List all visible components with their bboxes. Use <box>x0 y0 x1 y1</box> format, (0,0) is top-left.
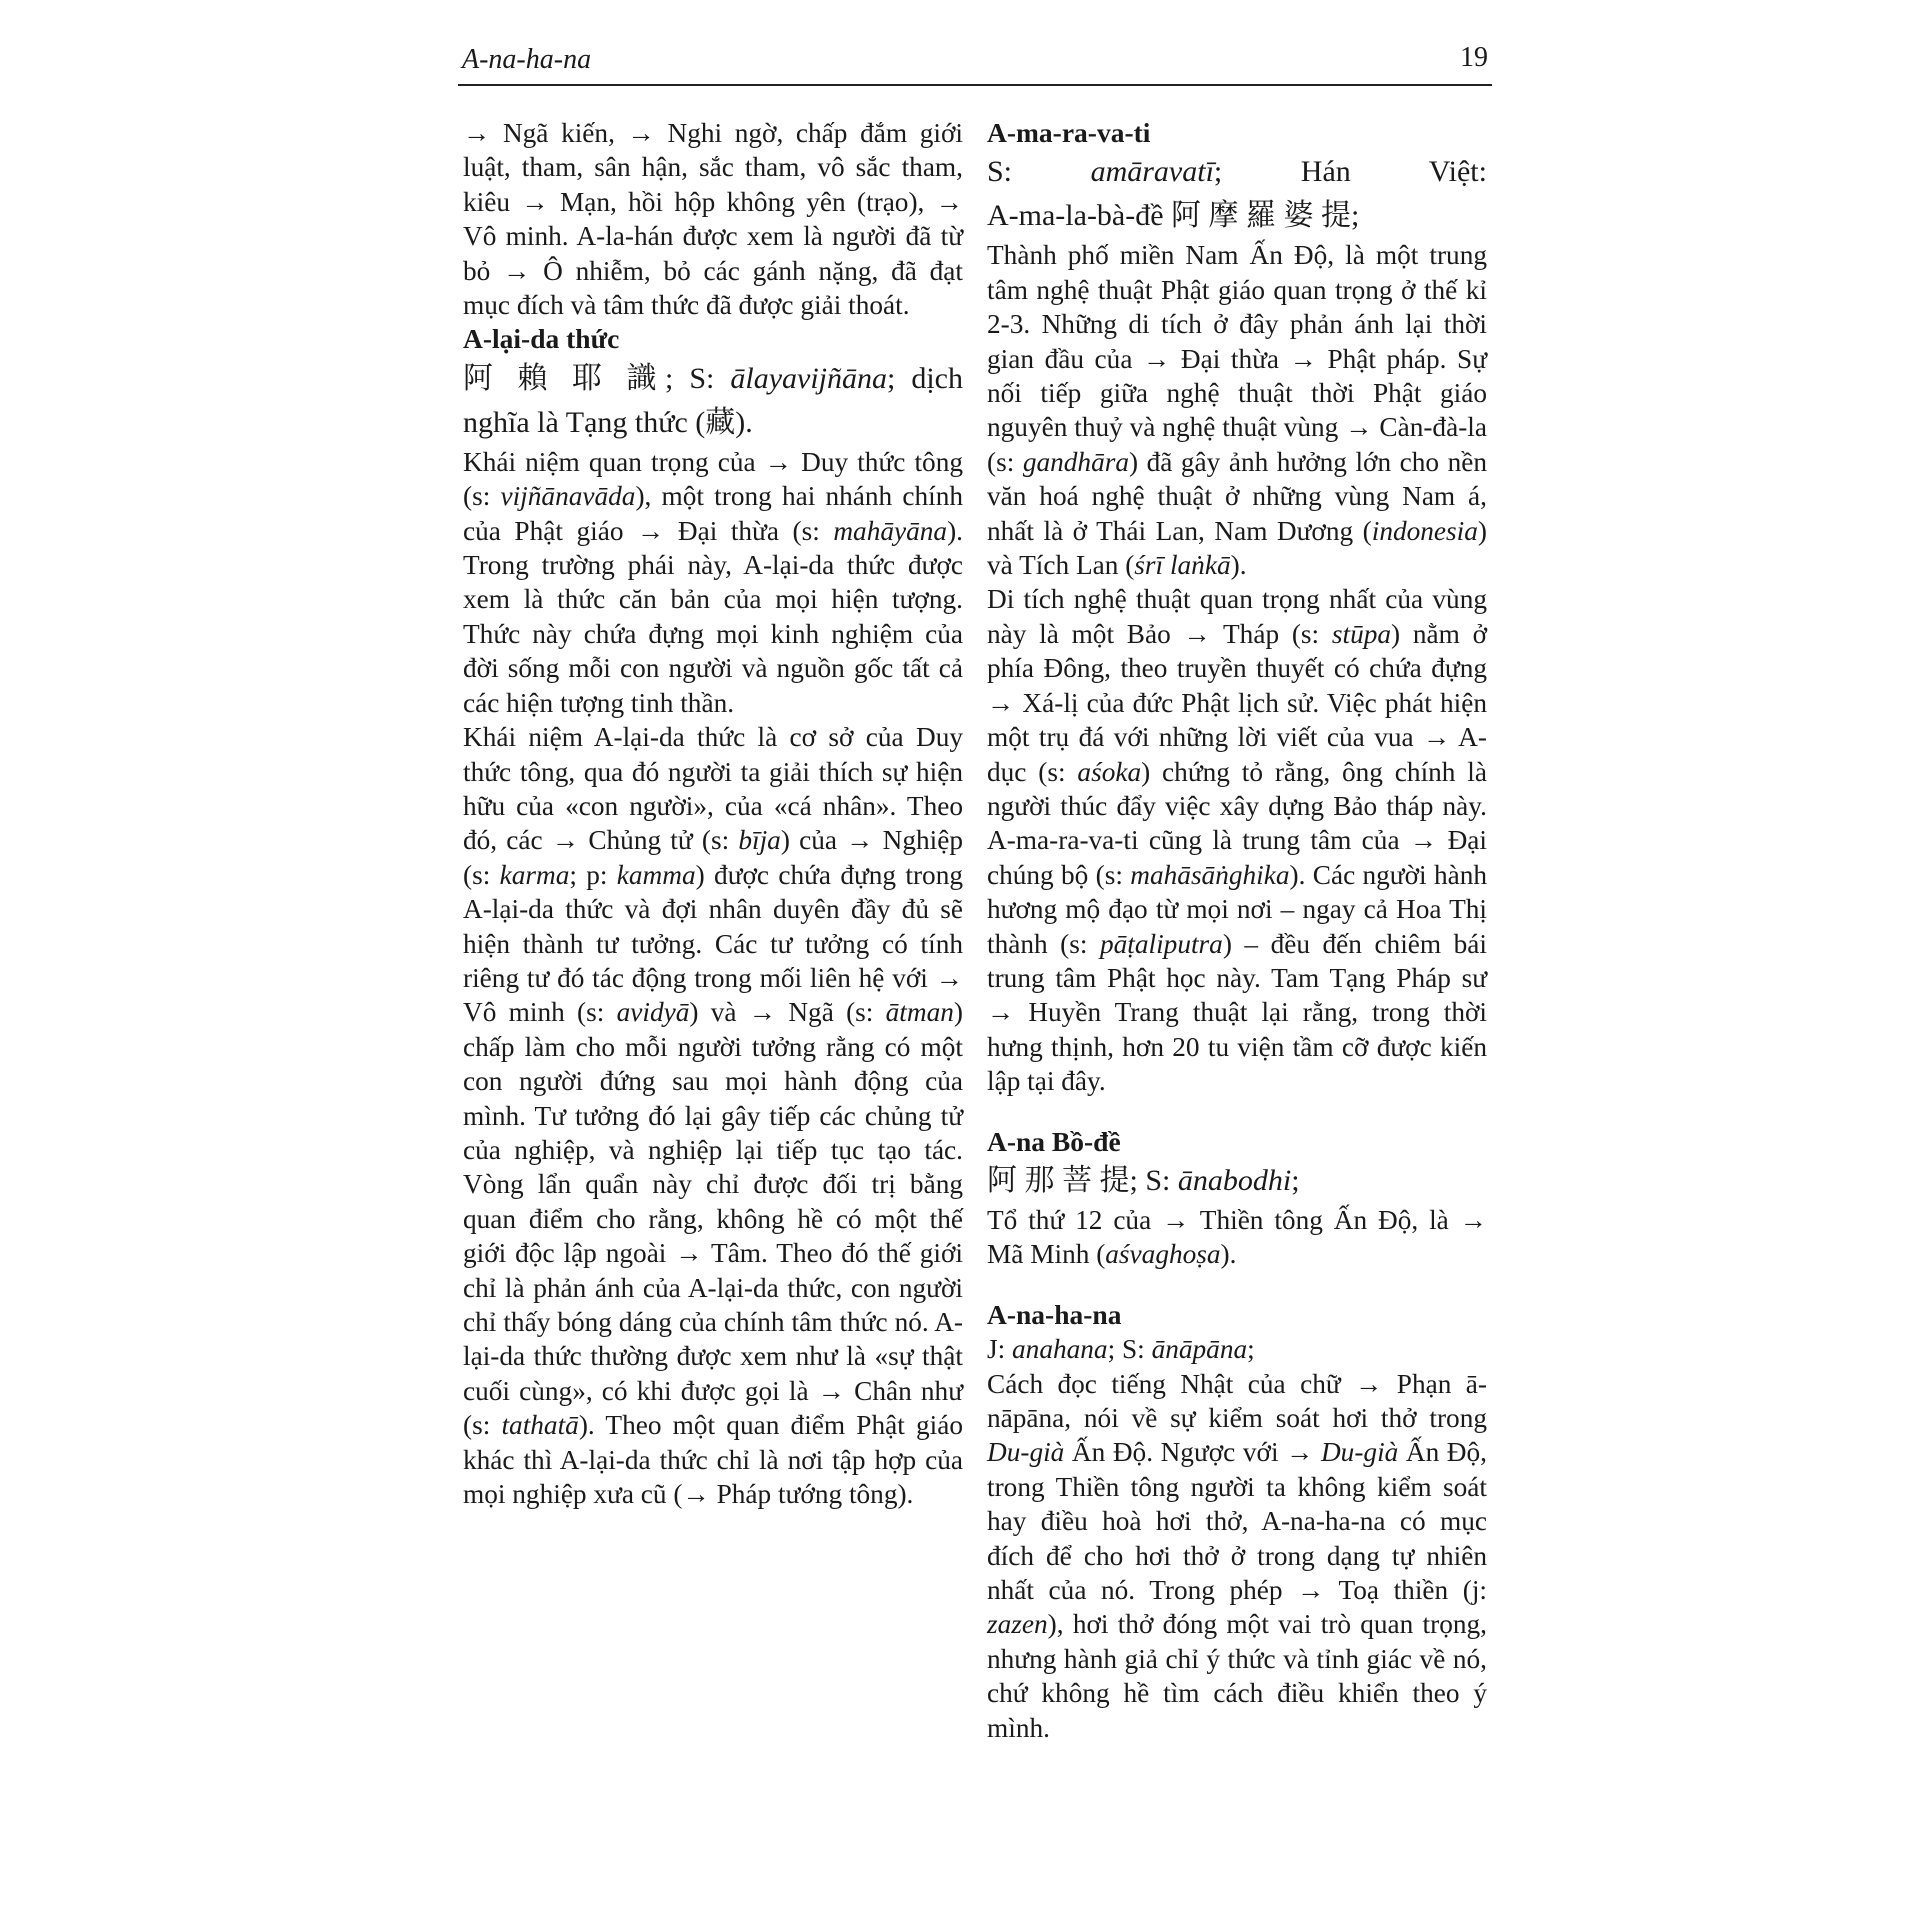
text-run: Tổ thứ 12 của → Thiền tông Ấn Độ, là → Mã Minh ( <box>987 1204 1487 1270</box>
sanskrit-term: stūpa <box>1331 618 1392 649</box>
sanskrit-term: gandhāra <box>1022 446 1129 477</box>
entry-paragraph <box>463 720 963 1511</box>
sanskrit-term: mahāsāṅghika <box>1130 859 1290 890</box>
pali-term: kamma <box>616 859 696 890</box>
sanskrit-term: bīja <box>738 825 781 856</box>
text-run: ; p: <box>569 859 617 890</box>
entry-paragraph <box>987 1367 1487 1745</box>
foreign-term: indonesia <box>1371 515 1478 546</box>
text-run: Khái niệm A-lại-da thức là cơ sở của Duy thức tông, qua đó người ta giải thích sự hiện hữu của «con người», của «cá nhân». Theo đó, các → Chủng tử (s: <box>463 722 963 856</box>
sanskrit-term: ātman <box>885 997 954 1028</box>
entry-a-na-ha-na <box>987 1298 1487 1745</box>
term: Du-già <box>1320 1437 1399 1468</box>
sanskrit-term: karma <box>499 859 570 890</box>
text-run: ). <box>1220 1239 1237 1270</box>
entry-a-ma-ra-va-ti <box>987 116 1487 1099</box>
text-run: ) chấp làm cho mỗi người tưởng rằng có một con người đứng sau mọi hành động của mình. Tư tưởng đó lại gây tiếp các chủng tử của nghiệp, và nghiệp lại tiếp tục tạo tác. Vòng lẩn quẩn này chỉ được đối trị bằng quan điểm cho rằng, không hề có một thế giới độc lập ngoài → Tâm. Theo đó thế giới chỉ là phản ánh của A-lại-da thức, con người chỉ thấy bóng dáng của chính tâm thức nó. A-lại-da thức thường được xem như là «sự thật cuối cùng», có khi được gọi là → Chân như (s: <box>463 997 963 1441</box>
japanese-term: zazen <box>987 1609 1048 1640</box>
text-run: ), một trong hai nhánh chính của Phật giáo → Đại thừa (s: <box>463 481 964 546</box>
headword: A-lại-da thức <box>463 323 620 355</box>
text-run: ) được chứa đựng trong A-lại-da thức và đợi nhân duyên đầy đủ sẽ hiện thành tư tưởng. Các tư tưởng có tính riêng tư đó tác động trong mối liên hệ với → Vô minh (s: <box>463 859 963 1028</box>
continuation-paragraph: → Ngã kiến, → Nghi ngờ, chấp đắm giới luật, tham, sân hận, sắc tham, vô sắc tham, kiêu → Mạn, hồi hộp không yên (trạo), → Vô minh. A-la-hán được xem là người đã từ bỏ → Ô nhiễm, bỏ các gánh nặng, đã đạt mục đích và tâm thức đã được giải thoát. <box>463 118 963 321</box>
sanskrit-term: śrī laṅkā <box>1134 550 1231 581</box>
left-column <box>463 116 963 1511</box>
text-run: ) của → Nghiệp (s: <box>463 825 963 890</box>
text-run: Cách đọc tiếng Nhật của chữ → Phạn ā-nāpāna, nói về sự kiểm soát hơi thở trong <box>987 1368 1487 1433</box>
entry-lead-line: A-ma-la-bà-đề 阿 摩 羅 婆 提; <box>987 199 1360 233</box>
japanese-term: anahana <box>1012 1334 1108 1365</box>
headword: A-na Bồ-đề <box>987 1125 1121 1157</box>
entry-paragraph <box>987 1203 1487 1272</box>
text-run: ) và Tích Lan ( <box>987 515 1487 581</box>
entry-paragraph <box>987 238 1487 582</box>
text-run: ), hơi thở đóng một vai trò quan trọng, nhưng hành giả chỉ ý thức và tỉnh giác về nó, chứ không hề tìm cách điều khiển theo ý mình. <box>987 1609 1487 1743</box>
running-head: A-na-ha-na <box>462 44 592 75</box>
text-run: ) – đều đến chiêm bái trung tâm Phật học này. Tam Tạng Pháp sư → Huyền Trang thuật lại rằng, trong thời hưng thịnh, hơn 20 tu viện tầm cỡ được kiến lập tại đây. <box>987 928 1487 1097</box>
text-run: ) đã gây ảnh hưởng lớn cho nền văn hoá nghệ thuật ở những vùng Nam á, nhất là ở Thái Lan, Nam Dương ( <box>987 446 1487 546</box>
lead-text: ; <box>1291 1163 1300 1197</box>
lead-text: 阿 那 菩 提; S: <box>987 1163 1178 1197</box>
text-run: ). <box>1230 550 1247 581</box>
sanskrit-term: aśvaghoṣa <box>1105 1239 1221 1270</box>
lead-text: 阿 賴 耶 識; S: <box>463 361 731 395</box>
text-run: ). Theo một quan điểm Phật giáo khác thì A-lại-da thức chỉ là nơi tập hợp của mọi nghiệp xưa cũ (→ Pháp tướng tông). <box>463 1410 963 1510</box>
entry-a-na-bo-de <box>987 1125 1487 1272</box>
sanskrit-term: amāravatī <box>1090 155 1214 189</box>
sanskrit-term: avidyā <box>616 997 690 1028</box>
text-run: ). Trong trường phái này, A-lại-da thức được xem là thức căn bản của mọi hiện tượng. Thức này chứa đựng mọi kinh nghiệm của đời sống mỗi con người và nguồn gốc tất cả các hiện tượng tinh thần. <box>463 515 963 718</box>
text-run: Khái niệm quan trọng của → Duy thức tông (s: <box>463 446 963 512</box>
entry-lead-line <box>987 1159 1487 1203</box>
headword: A-na-ha-na <box>987 1298 1122 1330</box>
entry-lead-line <box>987 150 1487 194</box>
page-header <box>458 38 1492 86</box>
right-column <box>987 116 1487 1745</box>
text-run: ). Các người hành hương mộ đạo từ mọi nơi – ngay cả Hoa Thị thành (s: <box>987 859 1488 959</box>
page-number: 19 <box>1460 42 1488 73</box>
sanskrit-term: ālayavijñāna <box>730 361 887 395</box>
sanskrit-term: ānāpāna <box>1151 1334 1248 1365</box>
lead-text: ; dịch <box>887 361 963 395</box>
sanskrit-term: ānabodhi <box>1177 1163 1292 1197</box>
sanskrit-term: vijñānavāda <box>500 481 636 512</box>
lead-text: J: <box>987 1334 1013 1365</box>
sanskrit-term: aśoka <box>1077 756 1142 787</box>
entry-paragraph <box>987 582 1487 1098</box>
text-run: Ấn Độ, trong Thiền tông người ta không kiểm soát hay điều hoà hơi thở, A-na-ha-na có mục đích để cho hơi thở ở trong dạng tự nhiên nhất của nó. Trong phép → Toạ thiền (j: <box>987 1437 1487 1606</box>
lead-text: S: <box>987 155 1091 189</box>
entry-lead-line: nghĩa là Tạng thức (藏). <box>463 405 753 439</box>
sanskrit-term: tathatā <box>501 1410 579 1441</box>
lead-text: ; Hán Việt: <box>1213 155 1487 189</box>
entry-lead-line <box>463 357 963 401</box>
lead-text: ; <box>1247 1334 1255 1365</box>
term: Du-già <box>987 1437 1065 1468</box>
headword: A-ma-ra-va-ti <box>987 117 1151 148</box>
text-run: Ấn Độ. Ngược với → <box>1064 1437 1321 1468</box>
lead-text: ; S: <box>1107 1334 1152 1365</box>
text-run: ) chứng tỏ rằng, ông chính là người thúc đẩy việc xây dựng Bảo tháp này. A-ma-ra-va-ti cũng là trung tâm của → Đại chúng bộ (s: <box>987 756 1488 890</box>
entry-a-lai-da-thuc <box>463 322 963 1511</box>
text-run: ) nằm ở phía Đông, theo truyền thuyết có chứa đựng → Xá-lị của đức Phật lịch sử. Việc phát hiện một trụ đá với những lời viết của vua → A-dục (s: <box>987 618 1487 787</box>
text-run: Thành phố miền Nam Ấn Độ, là một trung tâm nghệ thuật Phật giáo quan trọng ở thế kỉ 2-3. Những di tích ở đây phản ánh lại thời gian đầu của → Đại thừa → Phật pháp. Sự nối tiếp giữa nghệ thuật thời Phật giáo nguyên thuỷ và nghệ thuật vùng → Càn-đà-la (s: <box>987 240 1487 477</box>
entry-paragraph <box>463 445 963 720</box>
sanskrit-term: mahāyāna <box>833 515 948 546</box>
entry-lead-line <box>987 1332 1487 1366</box>
text-run: ) và → Ngã (s: <box>689 997 886 1028</box>
text-run: Di tích nghệ thuật quan trọng nhất của vùng này là một Bảo → Tháp (s: <box>987 584 1487 649</box>
sanskrit-term: pāṭaliputra <box>1099 928 1223 959</box>
